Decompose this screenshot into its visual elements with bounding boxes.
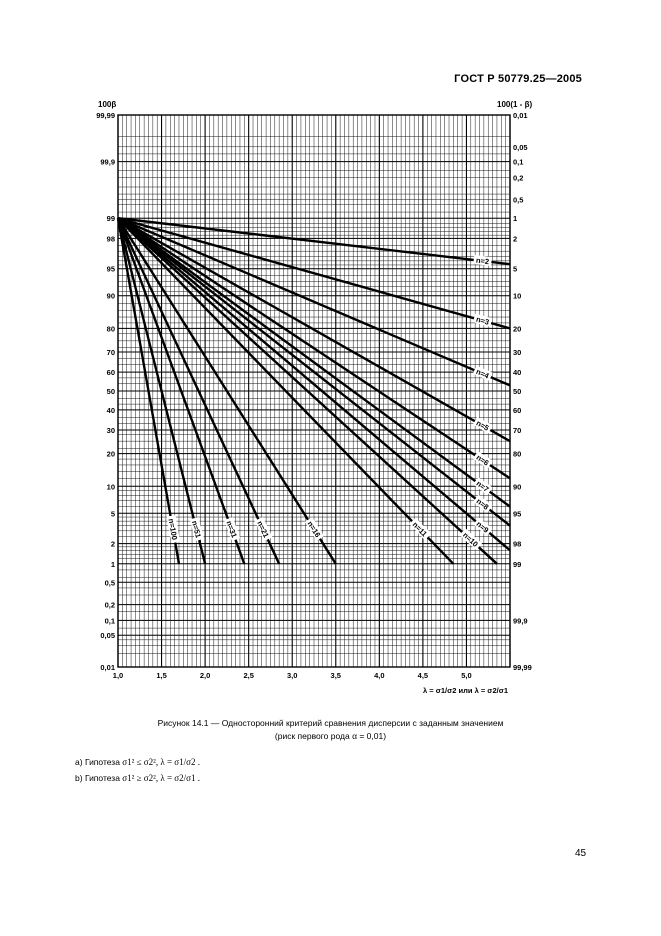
y-left-tick-label: 95 — [106, 264, 115, 274]
series-label: n=3 — [475, 314, 491, 327]
y-right-tick-label: 80 — [513, 449, 522, 459]
x-axis-formula: λ = σ1/σ2 или λ = σ2/σ1 — [423, 686, 508, 695]
x-tick-label: 4,5 — [417, 671, 429, 680]
y-right-tick-label: 0,01 — [513, 111, 528, 120]
series-label: n=31 — [224, 519, 239, 539]
series-label-group — [473, 366, 493, 382]
hypothesis-a-prefix: а) — [75, 757, 83, 767]
series-label: n=6 — [474, 452, 491, 468]
y-left-tick-label: 2 — [110, 539, 115, 549]
y-left-tick-label: 30 — [106, 425, 115, 435]
y-left-tick-label: 99,9 — [100, 157, 115, 167]
series-label: n=100 — [166, 517, 180, 541]
series-label: n=2 — [475, 255, 490, 267]
series-label-group — [166, 515, 180, 543]
y-left-tick-label: 0,5 — [104, 578, 115, 588]
y-right-tick-label: 70 — [513, 425, 522, 435]
series-label-group — [473, 417, 493, 434]
y-right-tick-label: 99,9 — [513, 616, 528, 626]
y-right-tick-label: 0,05 — [513, 142, 528, 152]
y-right-tick-label: 40 — [513, 368, 522, 378]
y-right-tick-label: 1 — [513, 214, 518, 224]
series-label: n=9 — [474, 519, 491, 535]
series-label: n=11 — [410, 520, 429, 539]
hypothesis-a-word: Гипотеза — [84, 757, 120, 767]
page-number: 45 — [575, 848, 587, 859]
series-label-group — [473, 255, 492, 267]
y-left-tick-label: 40 — [106, 405, 115, 415]
y-left-tick-label: 0,1 — [104, 616, 115, 626]
y-left-tick-label: 0,05 — [100, 631, 115, 641]
y-right-tick-label: 98 — [513, 539, 522, 549]
y-right-tick-label: 20 — [513, 324, 522, 334]
x-tick-label: 3,0 — [287, 671, 298, 680]
series-label-group — [473, 313, 493, 327]
y-left-tick-label: 0,2 — [104, 600, 115, 610]
figure-caption-line1: Рисунок 14.1 — Односторонний критерий сравнения дисперсии с заданным значением — [157, 718, 504, 728]
y-right-tick-label: 5 — [513, 264, 518, 274]
series-label: n=7 — [474, 478, 491, 494]
hypothesis-b-prefix: b) — [75, 773, 83, 783]
y-right-tick-label: 60 — [513, 405, 522, 415]
series-label: n=10 — [460, 530, 480, 549]
y-right-tick-label: 30 — [513, 348, 522, 358]
y-right-tick-label: 50 — [513, 387, 522, 396]
y-right-tick-label: 99,99 — [513, 663, 532, 672]
y-right-tick-label: 0,2 — [513, 173, 524, 183]
y-left-tick-label: 99 — [106, 214, 115, 224]
y-left-tick-label: 70 — [106, 348, 115, 358]
y-right-tick-label: 10 — [513, 291, 522, 301]
y-right-tick-label: 0,1 — [513, 157, 524, 167]
y-left-tick-label: 80 — [106, 324, 115, 334]
y-right-tick-label: 95 — [513, 509, 522, 519]
series-label-group — [189, 517, 204, 541]
y-left-tick-label: 5 — [110, 509, 115, 519]
x-tick-label: 3,5 — [330, 671, 341, 680]
figure-caption-line2: (риск первого рода α = 0,01) — [274, 731, 387, 741]
y-left-tick-label: 50 — [106, 387, 115, 396]
series-label: n=5 — [474, 418, 491, 433]
y-left-tick-label: 1 — [110, 559, 115, 569]
series-label-group — [254, 517, 272, 541]
y-left-tick-label: 20 — [106, 449, 115, 459]
document-code: ГОСТ Р 50779.25—2005 — [454, 73, 582, 85]
y-left-tick-label: 10 — [106, 482, 115, 492]
hypothesis-b — [75, 773, 200, 783]
hypothesis-a — [75, 757, 200, 767]
x-tick-label: 4,0 — [374, 671, 385, 680]
y-left-axis-title: 100β — [98, 100, 117, 109]
y-left-tick-label: 99,99 — [96, 111, 115, 120]
series-label: n=21 — [255, 519, 271, 539]
series-label: n=16 — [305, 519, 323, 539]
series-label: n=4 — [474, 366, 491, 381]
y-right-tick-label: 2 — [513, 234, 518, 244]
hypothesis-a-formula: σ1² ≤ σ2², λ = σ1/σ2 . — [122, 757, 200, 767]
y-right-axis-title: 100(1 - β) — [497, 100, 533, 109]
y-left-tick-label: 60 — [106, 368, 115, 378]
x-tick-label: 2,0 — [199, 671, 211, 680]
y-right-tick-label: 90 — [513, 482, 522, 492]
y-right-tick-label: 99 — [513, 559, 522, 569]
hypothesis-b-formula: σ1² ≥ σ2², λ = σ2/σ1 . — [122, 773, 200, 783]
series-label-group — [304, 517, 324, 541]
x-tick-label: 1,5 — [156, 671, 167, 680]
hypothesis-b-word: Гипотеза — [84, 773, 120, 783]
y-left-tick-label: 0,01 — [100, 663, 115, 672]
y-left-tick-label: 98 — [106, 234, 115, 244]
series-label: n=51 — [189, 519, 203, 539]
series-label-group — [224, 517, 241, 541]
x-tick-label: 1,0 — [112, 671, 124, 680]
y-right-tick-label: 0,5 — [513, 195, 524, 205]
x-tick-label: 2,5 — [243, 671, 254, 680]
y-left-tick-label: 90 — [106, 291, 115, 301]
x-tick-label: 5,0 — [461, 671, 472, 680]
series-label: n=8 — [474, 496, 491, 512]
